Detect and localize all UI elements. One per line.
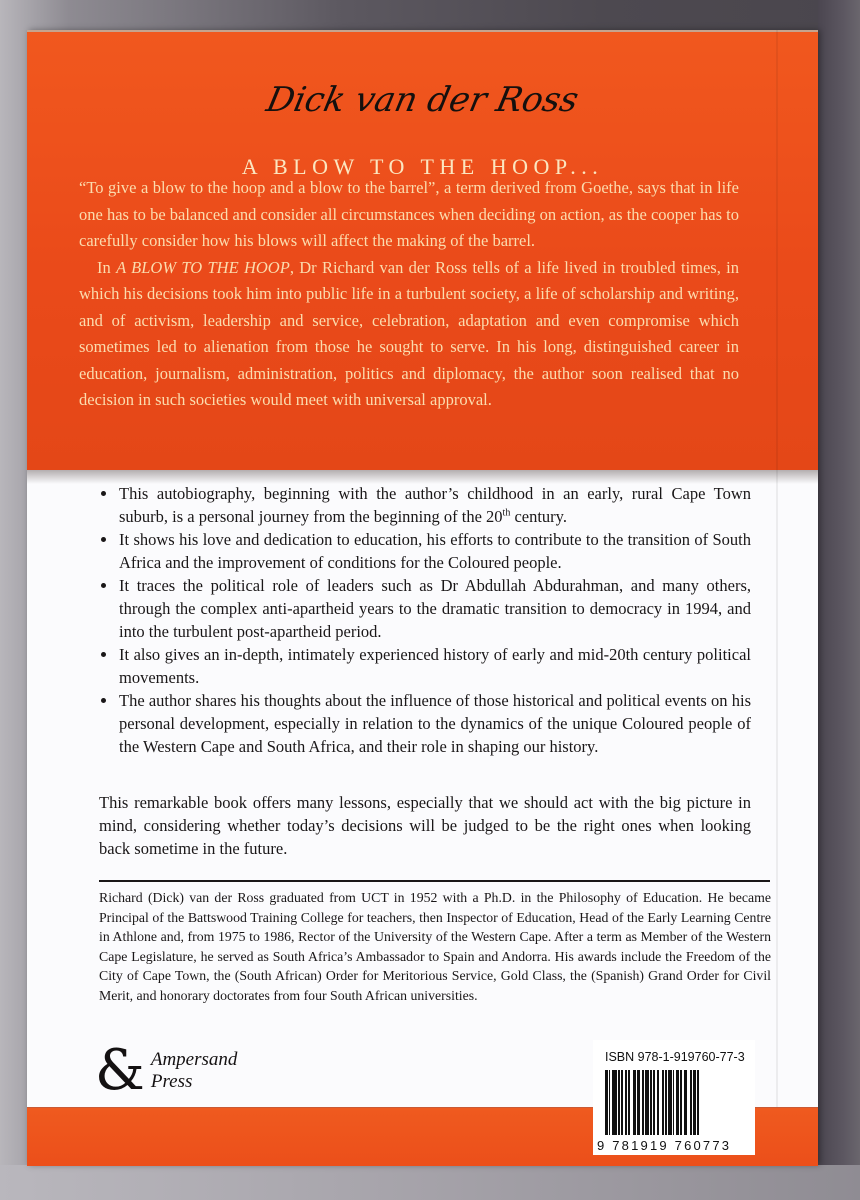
blurb-paragraph-2 — [79, 255, 739, 414]
publisher-name-line-1: Ampersand — [150, 1049, 238, 1070]
list-item-text: It shows his love and dedication to education, his efforts to contribute to the transition of South Africa and the improvement of conditions for the Coloured people. — [119, 530, 751, 572]
blurb-prefix: In — [97, 257, 117, 277]
list-item-text: It also gives an in-depth, intimately experienced history of early and mid-20th century political movements. — [119, 645, 751, 687]
isbn-label: ISBN 978-1-919760-77-3 — [605, 1050, 745, 1064]
list-item-text: This autobiography, beginning with the author’s childhood in an early, rural Cape Town suburb, is a personal journey from the beginning of the 20 — [119, 484, 751, 526]
author-bio: Richard (Dick) van der Ross graduated from UCT in 1952 with a Ph.D. in the Philosophy of Education. He became Principal of the Battswood Training College for teachers, then Inspector of Education, Head of the Early Learning Centre in Athlone and, from 1975 to 1986, Rector of the University of the Western Cape. After a term as Member of the Western Cape Legislature, he served as South Africa’s Ambassador to Spain and Andorra. His awards include the Freedom of the City of Cape Town, the (South African) Order for Meritorious Service, Gold Class, the (Spanish) Grand Order for Civil Merit, and honorary doctorates from four South African universities. — [99, 890, 771, 1003]
blurb-paragraph-1: “To give a blow to the hoop and a blow to the barrel”, a term derived from Goethe, says that in life one has to be balanced and consider all circumstances when deciding on action, as the cooper has to carefully consider how his blows will affect the making of the barrel. — [79, 178, 739, 250]
blurb-rest: , Dr Richard van der Ross tells of a life lived in troubled times, in which his decisions took him into public life in a turbulent society, a life of scholarship and writing, and of activism, leadership and service, celebration, adaptation and even compromise which sometimes led to alienation from those he sought to serve. In his long, distinguished career in education, journalism, administration, politics and diplomacy, the author soon realised that no decision in such societies would meet with universal approval. — [79, 257, 740, 409]
list-item — [99, 528, 751, 574]
list-item — [99, 574, 751, 643]
highlights-list — [99, 482, 751, 758]
superscript: th — [502, 507, 511, 519]
background-bottom — [0, 1165, 860, 1200]
closing-paragraph: This remarkable book offers many lessons, especially that we should act with the big picture in mind, considering whether today’s decisions will be judged to be the right ones when looking back sometime in the future. — [99, 793, 751, 858]
list-item — [99, 482, 751, 528]
list-item-text-end: century. — [510, 507, 567, 526]
section-divider — [99, 880, 770, 882]
cover-top-edge — [27, 30, 818, 32]
list-item — [99, 689, 751, 758]
blurb-book-title: A BLOW TO THE HOOP — [116, 257, 290, 277]
barcode-digits: 9 781919 760773 — [597, 1138, 732, 1153]
list-item-text: The author shares his thoughts about the influence of those historical and political events on his personal development, especially in relation to the dynamics of the unique Coloured people of the Western Cape and South Africa, and their role in shaping our history. — [119, 691, 751, 756]
ampersand-logo-icon: & — [95, 1038, 145, 1103]
publisher-name — [151, 1049, 238, 1093]
book-back-cover — [27, 30, 818, 1165]
cover-fold-line — [776, 30, 778, 1165]
blurb — [79, 175, 739, 414]
barcode-box — [593, 1040, 755, 1155]
publisher-logo — [95, 1038, 238, 1103]
background-right — [818, 0, 860, 1200]
publisher-name-line-2: Press — [150, 1071, 193, 1092]
book-title: A BLOW TO THE HOOP... — [241, 154, 604, 179]
author-signature: Dick van der Ross — [262, 80, 583, 120]
barcode-icon — [605, 1070, 733, 1135]
list-item-text: It traces the political role of leaders such as Dr Abdullah Abdurahman, and many others, through the complex anti-apartheid years to the dramatic transition to democracy in 1994, and into the turbulent post-apartheid period. — [119, 576, 751, 641]
list-item — [99, 643, 751, 689]
